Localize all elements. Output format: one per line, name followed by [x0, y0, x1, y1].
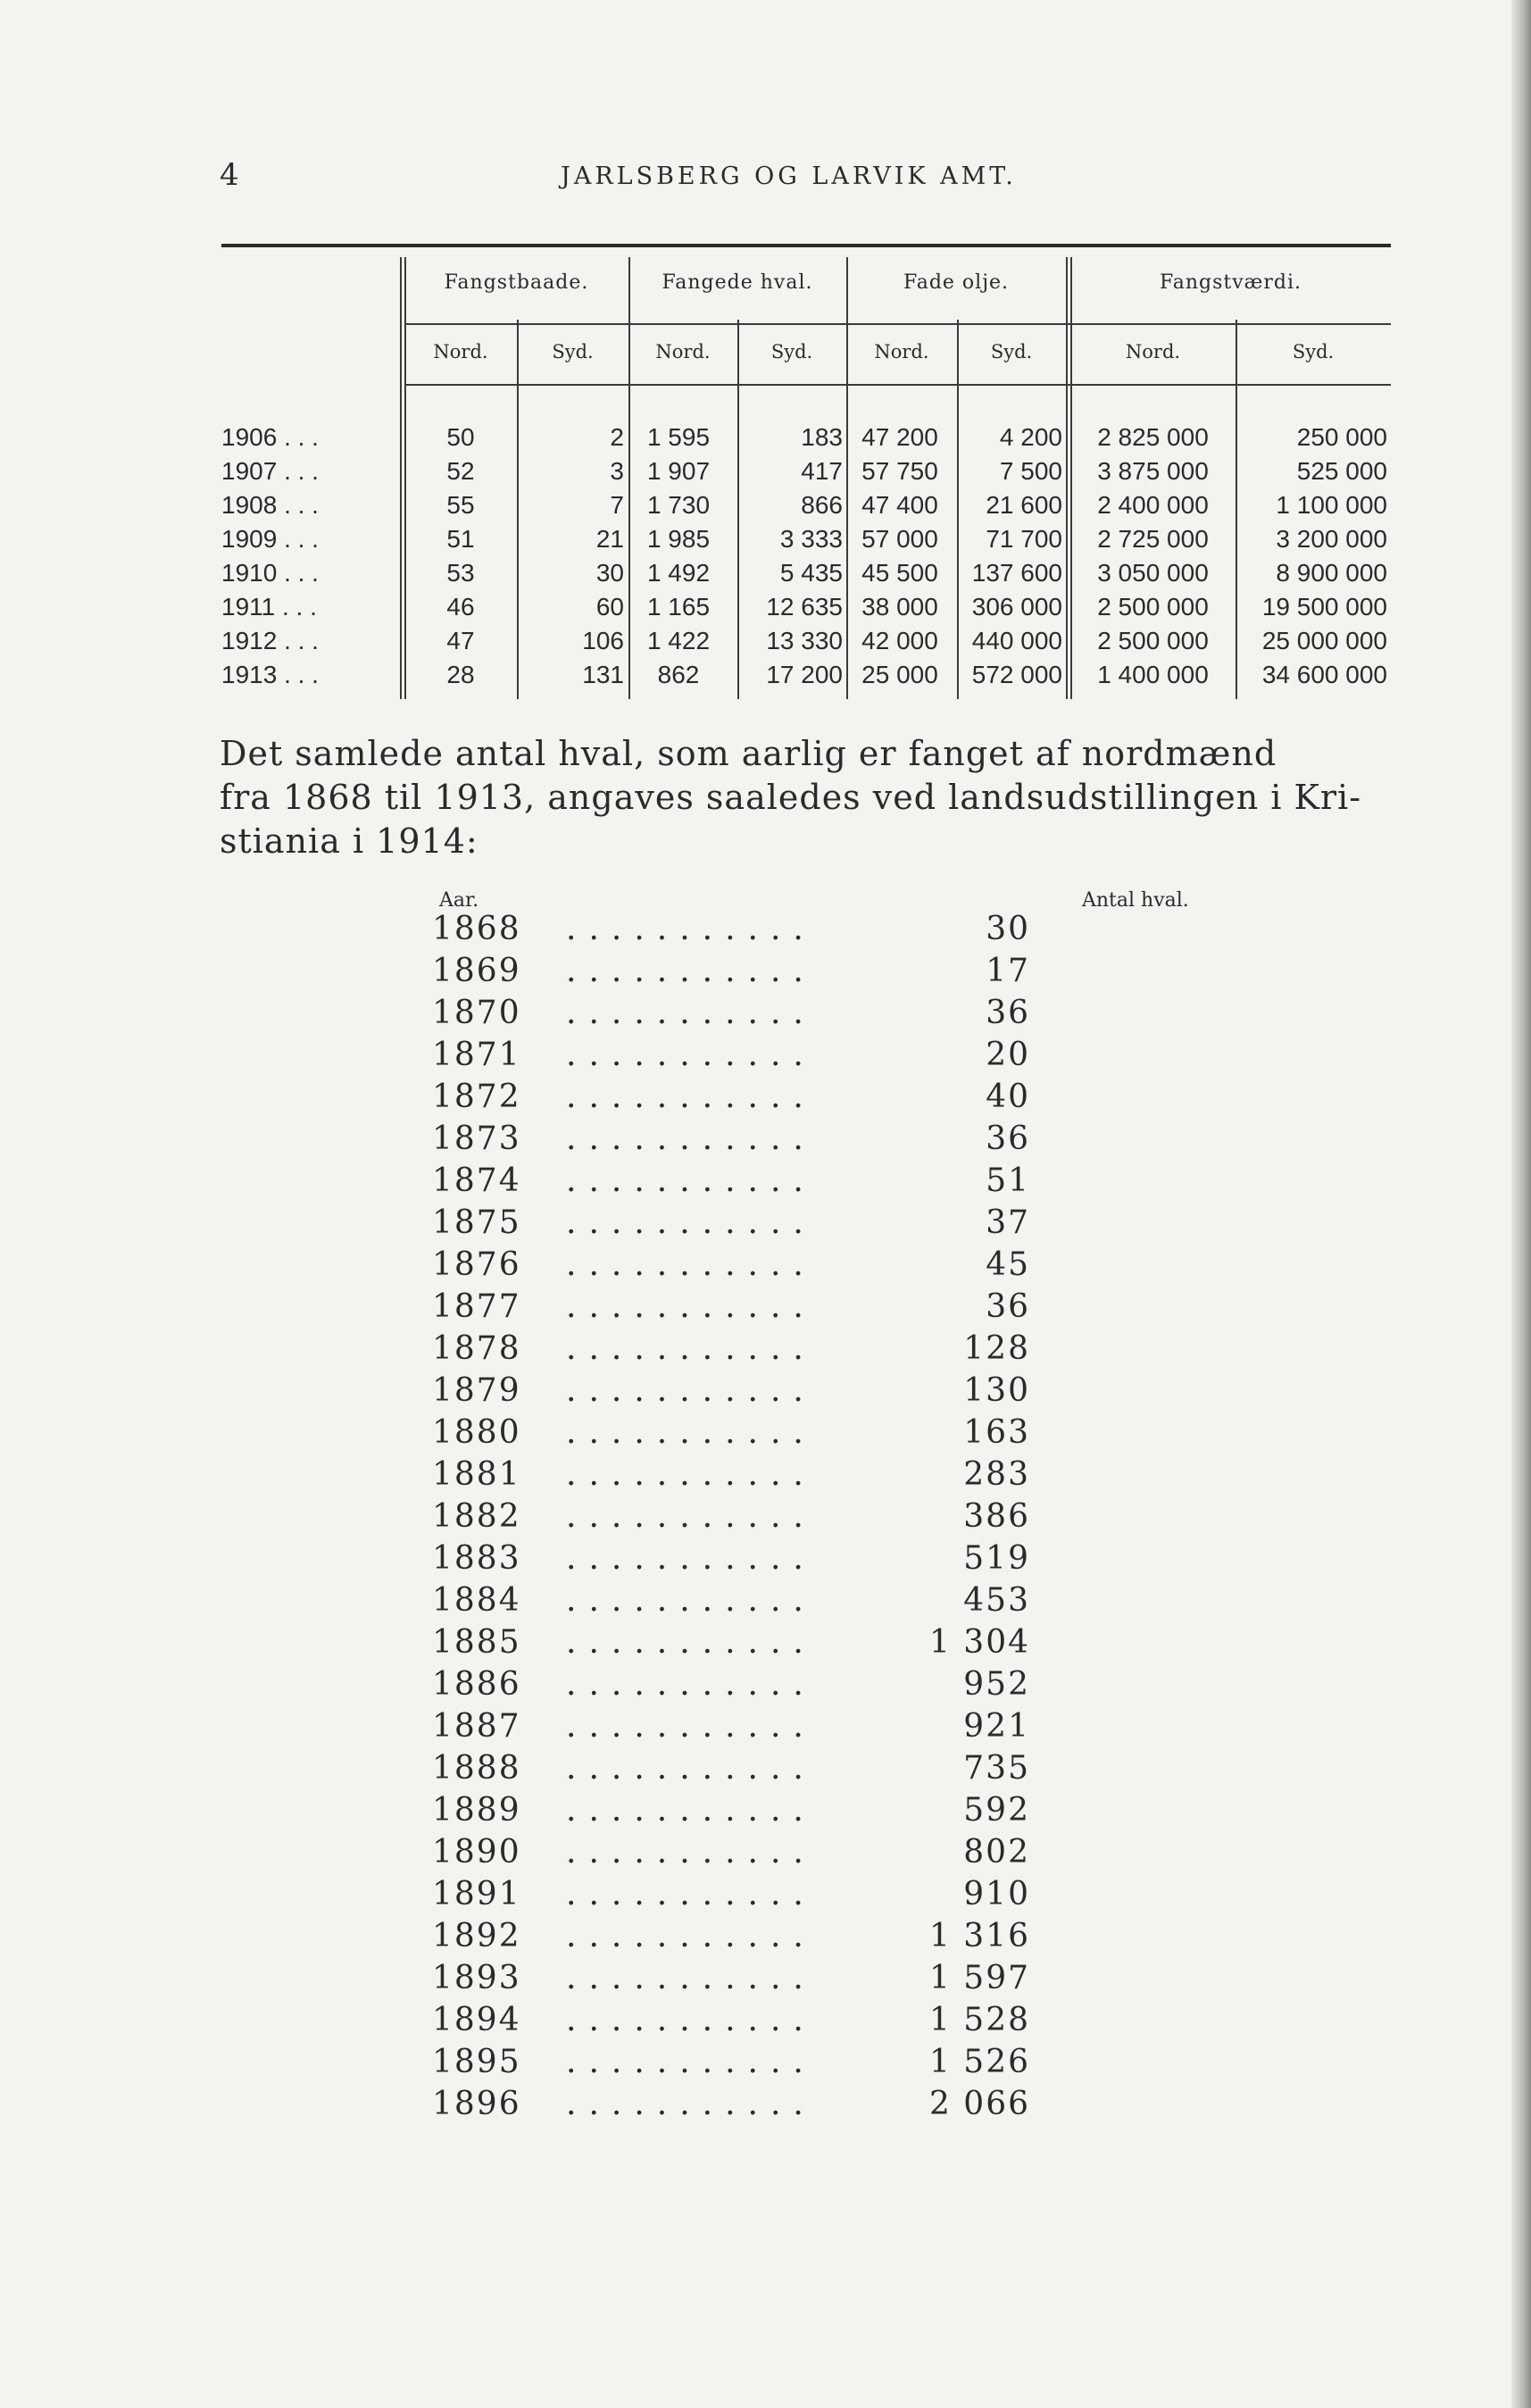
table-cell: 3 050 000 — [1097, 559, 1209, 587]
dot-leader: ........... — [566, 1288, 816, 1325]
list-item — [432, 1288, 1200, 1330]
subheader-nord: Nord. — [655, 341, 711, 362]
list-item — [432, 1414, 1200, 1456]
table-cell: 3 — [610, 457, 624, 485]
table-cell: 2 825 000 — [1097, 423, 1209, 451]
list-count: 36 — [986, 1288, 1030, 1325]
list-year: 1878 — [432, 1330, 521, 1367]
table-row-year: 1913 . . . — [221, 661, 319, 688]
list-item — [432, 1918, 1200, 1960]
list-item — [432, 1582, 1200, 1624]
list-year: 1875 — [432, 1204, 521, 1241]
list-year: 1885 — [432, 1624, 521, 1661]
table-cell: 2 500 000 — [1097, 593, 1209, 621]
dot-leader: ........... — [566, 2044, 816, 2080]
list-count: 20 — [986, 1037, 1030, 1073]
list-item — [432, 1456, 1200, 1498]
table-cell: 45 500 — [861, 559, 938, 587]
dot-leader: ........... — [566, 1456, 816, 1493]
list-year: 1893 — [432, 1960, 521, 1996]
table-cell: 28 — [446, 661, 475, 688]
dot-leader: ........... — [566, 1204, 816, 1241]
table-cell: 50 — [446, 423, 475, 451]
table-cell: 525 000 — [1296, 457, 1387, 485]
dot-leader: ........... — [566, 911, 816, 947]
table-cell: 2 400 000 — [1097, 491, 1209, 519]
page-number: 4 — [220, 157, 239, 193]
header-fangstbaade: Fangstbaade. — [444, 271, 589, 294]
table-cell: 5 435 — [779, 559, 843, 587]
list-year: 1873 — [432, 1121, 521, 1157]
list-item — [432, 1204, 1200, 1246]
table-cell: 3 875 000 — [1097, 457, 1209, 485]
list-count: 519 — [963, 1540, 1030, 1577]
list-year: 1892 — [432, 1918, 521, 1954]
list-count: 592 — [963, 1792, 1030, 1829]
header-fangede-hval: Fangede hval. — [661, 271, 813, 294]
list-year: 1882 — [432, 1498, 521, 1535]
list-item — [432, 1540, 1200, 1582]
list-item — [432, 1792, 1200, 1834]
list-count: 952 — [963, 1666, 1030, 1703]
list-count: 283 — [963, 1456, 1030, 1493]
table-cell: 1 492 — [646, 559, 711, 587]
subheader-syd: Syd. — [770, 341, 813, 362]
table-cell: 417 — [801, 457, 843, 485]
list-item — [432, 1372, 1200, 1414]
list-item — [432, 1037, 1200, 1079]
list-count: 130 — [963, 1372, 1030, 1409]
table-row-year: 1909 . . . — [221, 525, 319, 553]
table-cell: 21 600 — [986, 491, 1062, 519]
list-item — [432, 995, 1200, 1037]
list-count: 2 066 — [928, 2086, 1030, 2122]
list-item — [432, 1162, 1200, 1204]
paragraph-line: stiania i 1914: — [220, 821, 478, 861]
table-cell: 1 422 — [646, 627, 711, 654]
dot-leader: ........... — [566, 1666, 816, 1703]
list-year: 1889 — [432, 1792, 521, 1829]
list-item — [432, 1498, 1200, 1540]
dot-leader: ........... — [566, 1121, 816, 1157]
table-cell: 7 500 — [999, 457, 1062, 485]
list-year: 1894 — [432, 2002, 521, 2038]
dot-leader: ........... — [566, 1876, 816, 1912]
list-item — [432, 2002, 1200, 2044]
table-cell: 131 — [582, 661, 624, 688]
table-cell: 52 — [446, 457, 475, 485]
list-year: 1872 — [432, 1079, 521, 1115]
table-cell: 3 333 — [779, 525, 843, 553]
subheader-nord: Nord. — [433, 341, 488, 362]
table-cell: 71 700 — [986, 525, 1062, 553]
list-count: 1 597 — [928, 1960, 1030, 1996]
dot-leader: ........... — [566, 1708, 816, 1745]
table-cell: 1 907 — [646, 457, 711, 485]
table-cell: 53 — [446, 559, 475, 587]
table-cell: 8 900 000 — [1276, 559, 1387, 587]
subheader-nord: Nord. — [874, 341, 929, 362]
list-year: 1876 — [432, 1246, 521, 1283]
list-year: 1869 — [432, 953, 521, 989]
dot-leader: ........... — [566, 1414, 816, 1451]
table-row-year: 1906 . . . — [221, 423, 319, 451]
list-year: 1874 — [432, 1162, 521, 1199]
list-item — [432, 1876, 1200, 1918]
table-row-year: 1910 . . . — [221, 559, 319, 587]
list-year: 1896 — [432, 2086, 521, 2122]
table-cell: 60 — [595, 593, 624, 621]
table-cell: 17 200 — [766, 661, 843, 688]
list-count: 1 526 — [928, 2044, 1030, 2080]
table-cell: 137 600 — [971, 559, 1062, 587]
list-year: 1883 — [432, 1540, 521, 1577]
table-cell: 440 000 — [971, 627, 1062, 654]
table-cell: 19 500 000 — [1261, 593, 1387, 621]
table-cell: 55 — [446, 491, 475, 519]
list-item — [432, 1750, 1200, 1792]
table-cell: 47 — [446, 627, 475, 654]
table-cell: 34 600 000 — [1261, 661, 1387, 688]
list-count: 36 — [986, 1121, 1030, 1157]
list-count: 1 304 — [928, 1624, 1030, 1661]
dot-leader: ........... — [566, 1372, 816, 1409]
list-item — [432, 1960, 1200, 2002]
table-cell: 25 000 — [861, 661, 938, 688]
table-cell: 42 000 — [861, 627, 938, 654]
header-fade-olje: Fade olje. — [903, 271, 1010, 294]
list-year: 1888 — [432, 1750, 521, 1787]
table-cell: 57 750 — [861, 457, 938, 485]
dot-leader: ........... — [566, 1750, 816, 1787]
table-cell: 1 595 — [646, 423, 711, 451]
table-cell: 57 000 — [861, 525, 938, 553]
table-cell: 47 200 — [861, 423, 938, 451]
list-count: 453 — [963, 1582, 1030, 1619]
list-item — [432, 1079, 1200, 1121]
table-cell: 2 500 000 — [1097, 627, 1209, 654]
dot-leader: ........... — [566, 1162, 816, 1199]
list-year: 1895 — [432, 2044, 521, 2080]
table-cell: 30 — [595, 559, 624, 587]
list-item — [432, 1246, 1200, 1288]
body-paragraph — [220, 732, 1389, 863]
list-count: 921 — [963, 1708, 1030, 1745]
list-year: 1881 — [432, 1456, 521, 1493]
list-count: 910 — [963, 1876, 1030, 1912]
list-year: 1868 — [432, 911, 521, 947]
table-cell: 1 730 — [646, 491, 711, 519]
paragraph-line: Det samlede antal hval, som aarlig er fanget af nordmænd — [220, 734, 1277, 773]
table-cell: 2 725 000 — [1097, 525, 1209, 553]
table-cell: 38 000 — [861, 593, 938, 621]
subheader-syd: Syd. — [990, 341, 1033, 362]
page-edge — [1511, 0, 1531, 2408]
table-cell: 4 200 — [999, 423, 1062, 451]
dot-leader: ........... — [566, 1792, 816, 1829]
subheader-syd: Syd. — [552, 341, 594, 362]
table-cell: 306 000 — [971, 593, 1062, 621]
list-count: 1 316 — [928, 1918, 1030, 1954]
list-year: 1884 — [432, 1582, 521, 1619]
dot-leader: ........... — [566, 1834, 816, 1871]
list-count: 735 — [963, 1750, 1030, 1787]
running-head: JARLSBERG OG LARVIK AMT. — [561, 162, 1017, 190]
list-count: 36 — [986, 995, 1030, 1031]
dot-leader: ........... — [566, 953, 816, 989]
list-item — [432, 1666, 1200, 1708]
table-row-year: 1912 . . . — [221, 627, 319, 654]
table-rule — [404, 323, 1391, 325]
dot-leader: ........... — [566, 2086, 816, 2122]
table-cell: 183 — [801, 423, 843, 451]
dot-leader: ........... — [566, 1498, 816, 1535]
list-header-count: Antal hval. — [1082, 889, 1189, 912]
list-year: 1886 — [432, 1666, 521, 1703]
list-item — [432, 953, 1200, 995]
list-item — [432, 1624, 1200, 1666]
list-item — [432, 2044, 1200, 2086]
table-cell: 1 400 000 — [1097, 661, 1209, 688]
table-cell: 12 635 — [766, 593, 843, 621]
table-cell: 862 — [657, 661, 700, 688]
list-count: 51 — [986, 1162, 1030, 1199]
table-cell: 1 165 — [646, 593, 711, 621]
table-cell: 3 200 000 — [1276, 525, 1387, 553]
list-count: 386 — [963, 1498, 1030, 1535]
list-count: 30 — [986, 911, 1030, 947]
list-count: 1 528 — [928, 2002, 1030, 2038]
table-cell: 1 985 — [646, 525, 711, 553]
list-year: 1871 — [432, 1037, 521, 1073]
dot-leader: ........... — [566, 1540, 816, 1577]
header-rule — [221, 244, 1391, 247]
list-item — [432, 1330, 1200, 1372]
list-header-year: Aar. — [439, 889, 479, 912]
table-cell: 46 — [446, 593, 475, 621]
dot-leader: ........... — [566, 1330, 816, 1367]
list-item — [432, 911, 1200, 953]
list-count: 802 — [963, 1834, 1030, 1871]
header-fangstvaerdi: Fangstværdi. — [1159, 271, 1302, 294]
dot-leader: ........... — [566, 1582, 816, 1619]
list-count: 40 — [986, 1079, 1030, 1115]
list-item — [432, 1708, 1200, 1750]
table-cell: 51 — [446, 525, 475, 553]
table-cell: 106 — [582, 627, 624, 654]
list-item — [432, 1834, 1200, 1876]
table-cell: 250 000 — [1296, 423, 1387, 451]
table-cell: 21 — [595, 525, 624, 553]
dot-leader: ........... — [566, 1624, 816, 1661]
list-item — [432, 2086, 1200, 2128]
dot-leader: ........... — [566, 1037, 816, 1073]
list-item — [432, 1121, 1200, 1162]
list-year: 1887 — [432, 1708, 521, 1745]
table-divider — [400, 257, 402, 699]
list-year: 1891 — [432, 1876, 521, 1912]
list-year: 1870 — [432, 995, 521, 1031]
dot-leader: ........... — [566, 995, 816, 1031]
dot-leader: ........... — [566, 2002, 816, 2038]
list-count: 37 — [986, 1204, 1030, 1241]
table-cell: 1 100 000 — [1276, 491, 1387, 519]
list-count: 45 — [986, 1246, 1030, 1283]
list-count: 163 — [963, 1414, 1030, 1451]
paragraph-line: fra 1868 til 1913, angaves saaledes ved landsudstillingen i Kri- — [220, 778, 1362, 817]
table-row-year: 1908 . . . — [221, 491, 319, 519]
list-year: 1890 — [432, 1834, 521, 1871]
table-cell: 25 000 000 — [1261, 627, 1387, 654]
table-row-year: 1907 . . . — [221, 457, 319, 485]
table-cell: 2 — [610, 423, 624, 451]
table-rule — [404, 384, 1391, 386]
dot-leader: ........... — [566, 1079, 816, 1115]
dot-leader: ........... — [566, 1960, 816, 1996]
list-year: 1879 — [432, 1372, 521, 1409]
table-cell: 866 — [801, 491, 843, 519]
table-cell: 47 400 — [861, 491, 938, 519]
whaling-table — [221, 248, 1391, 699]
table-cell: 13 330 — [766, 627, 843, 654]
list-year: 1880 — [432, 1414, 521, 1451]
dot-leader: ........... — [566, 1246, 816, 1283]
dot-leader: ........... — [566, 1918, 816, 1954]
table-row-year: 1911 . . . — [221, 593, 317, 621]
subheader-syd: Syd. — [1292, 341, 1335, 362]
list-count: 17 — [986, 953, 1030, 989]
table-cell: 572 000 — [971, 661, 1062, 688]
table-cell: 7 — [610, 491, 624, 519]
list-count: 128 — [963, 1330, 1030, 1367]
list-year: 1877 — [432, 1288, 521, 1325]
subheader-nord: Nord. — [1125, 341, 1181, 362]
